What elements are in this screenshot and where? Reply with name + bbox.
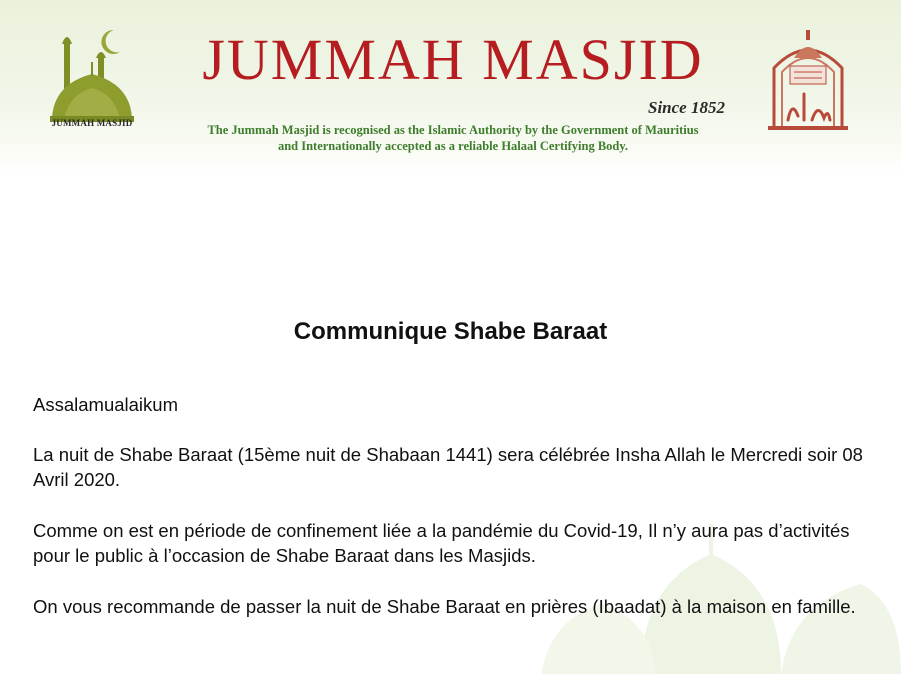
page-title: Communique Shabe Baraat — [293, 318, 608, 345]
logo-left-caption: JUMMAH MASJID — [51, 118, 133, 128]
paragraph-recommendation: On vous recommande de passer la nuit de Shabe Baraat en prières (Ibaadat) à la maison en famille. — [33, 596, 856, 617]
since-label: Since 1852 — [648, 98, 725, 117]
tagline-line-1: The Jummah Masjid is recognised as the Islamic Authority by the Government of Mauritius — [207, 123, 699, 137]
paragraph-date: La nuit de Shabe Baraat (15ème nuit de Shabaan 1441) sera célébrée Insha Allah le Mercredi soir 08 Avril 2020. — [33, 444, 863, 490]
brand-title: JUMMAH MASJID — [202, 27, 704, 92]
tagline — [163, 122, 743, 154]
paragraph-confinement: Comme on est en période de confinement liée a la pandémie du Covid-19, Il n’y aura pas d’activités pour le public à l’occasion de Shabe Baraat dans les Masjids. — [33, 520, 850, 566]
tagline-line-2: and Internationally accepted as a reliable Halaal Certifying Body. — [277, 139, 629, 153]
greeting: Assalamualaikum — [33, 394, 178, 415]
iqra-emblem-icon — [764, 28, 852, 132]
